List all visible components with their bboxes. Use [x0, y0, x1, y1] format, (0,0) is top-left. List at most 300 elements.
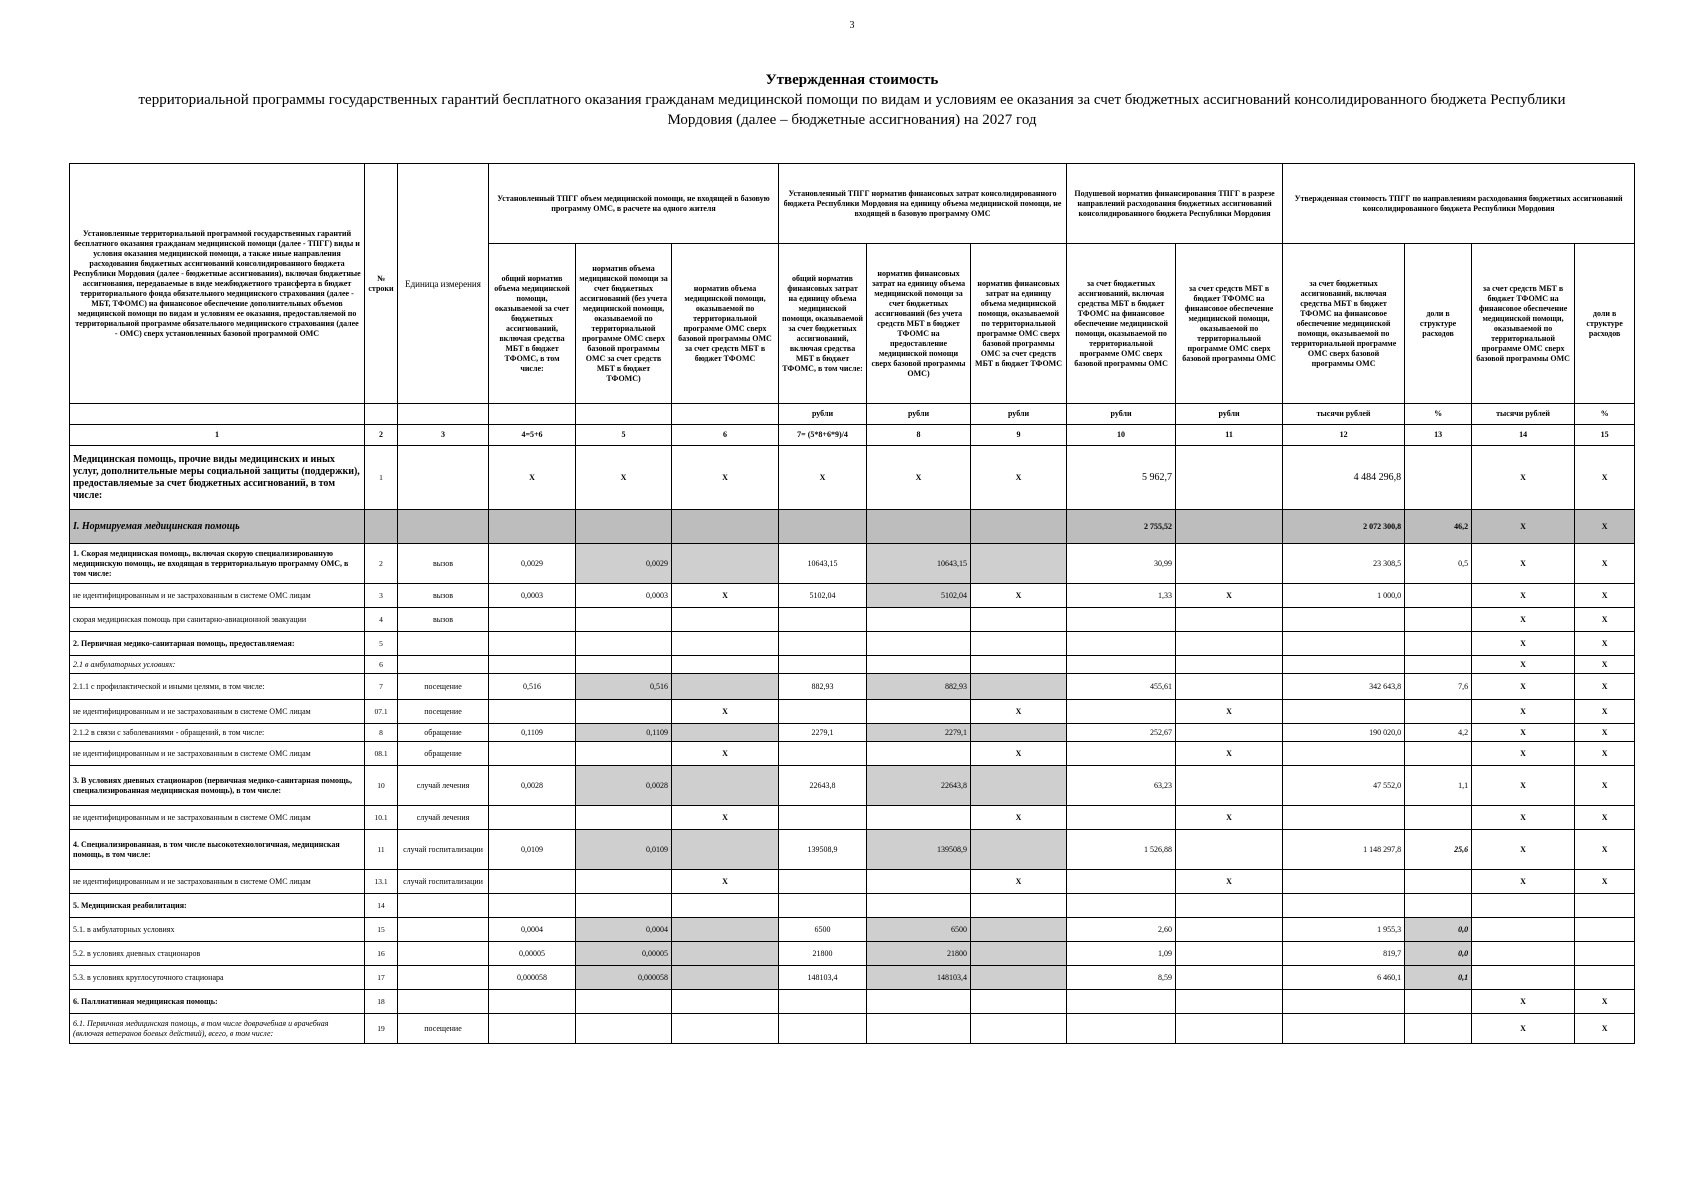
table-cell: 2,60 — [1067, 918, 1176, 942]
table-cell — [489, 742, 576, 766]
table-cell: 0,1109 — [489, 724, 576, 742]
table-cell: X — [1472, 510, 1575, 544]
header-col-10: за счет бюджетных ассигнований, включая средства МБТ в бюджет ТФОМС на финансовое обеспечение медицинской помощи, оказываемой по территориальной программе ОМС сверх базовой программы ОМС — [1067, 244, 1176, 404]
table-cell: X — [1575, 870, 1635, 894]
table-cell — [576, 894, 672, 918]
table-cell — [489, 656, 576, 674]
table-cell: 0,000058 — [489, 966, 576, 990]
table-cell — [672, 510, 779, 544]
table-cell — [1405, 608, 1472, 632]
table-row — [70, 942, 1635, 966]
table-cell — [576, 1014, 672, 1044]
table-cell: 6500 — [779, 918, 867, 942]
table-row — [70, 830, 1635, 870]
row-label: 5.1. в амбулаторных условиях — [70, 918, 365, 942]
table-cell: 882,93 — [779, 674, 867, 700]
table-cell: X — [1472, 724, 1575, 742]
table-cell: вызов — [398, 608, 489, 632]
table-cell — [398, 966, 489, 990]
table-row — [70, 766, 1635, 806]
table-row — [70, 674, 1635, 700]
table-cell: 16 — [365, 942, 398, 966]
table-cell: X — [1472, 632, 1575, 656]
table-cell — [1405, 870, 1472, 894]
table-cell — [489, 632, 576, 656]
table-cell — [1176, 446, 1283, 510]
table-cell — [1283, 742, 1405, 766]
table-cell — [779, 806, 867, 830]
table-cell: X — [1575, 544, 1635, 584]
table-cell: X — [971, 584, 1067, 608]
table-cell: 0,0029 — [576, 544, 672, 584]
table-row — [70, 446, 1635, 510]
header-group-norm: Установленный ТПГГ норматив финансовых затрат консолидированного бюджета Республики Мордовия на единицу объема медицинской помощи, не входящей в базовую программу ОМС — [779, 164, 1067, 244]
table-cell: 1 148 297,8 — [1283, 830, 1405, 870]
unit-cell-9: рубли — [971, 404, 1067, 425]
table-cell: X — [971, 700, 1067, 724]
unit-cell-10: рубли — [1067, 404, 1176, 425]
unit-cell-14: тысячи рублей — [1472, 404, 1575, 425]
unit-cell-15: % — [1575, 404, 1635, 425]
table-cell: 13.1 — [365, 870, 398, 894]
table-cell: X — [672, 806, 779, 830]
header-col-6: норматив объема медицинской помощи, оказываемой по территориальной программе ОМС сверх базовой программы ОМС за счет средств МБТ в бюджет ТФОМС — [672, 244, 779, 404]
table-cell — [576, 656, 672, 674]
table-cell: 252,67 — [1067, 724, 1176, 742]
header-col-1: Установленные территориальной программой государственных гарантий бесплатного оказания гражданам медицинской помощи (далее - ТПГГ) виды и условия оказания медицинской помощи, а также иные направления расходования бюджетных ассигнований консолидированного бюджета Республики Мордовия (далее - бюджетные ассигнования), включая бюджетные ассигнования, передаваемые в виде межбюджетного трансферта в бюджет территориального фонда обязательного медицинского страхования (далее - МБТ, ТФОМС) на финансовое обеспечение дополнительных объемов медицинской помощи по видам и условиям ее оказания, предоставляемой по территориальной программе обязательного медицинского страхования (далее - ОМС) сверх установленных базовой программой ОМС — [70, 164, 365, 404]
table-cell: 0,0004 — [576, 918, 672, 942]
table-cell — [971, 724, 1067, 742]
table-cell — [489, 870, 576, 894]
table-cell — [1283, 656, 1405, 674]
table-cell: 4 — [365, 608, 398, 632]
table-cell — [1067, 1014, 1176, 1044]
table-row — [70, 894, 1635, 918]
table-cell — [1472, 966, 1575, 990]
unit-cell-2 — [365, 404, 398, 425]
table-row — [70, 544, 1635, 584]
table-cell — [779, 870, 867, 894]
table-cell: 0,00005 — [489, 942, 576, 966]
table-row — [70, 870, 1635, 894]
table-cell — [672, 656, 779, 674]
table-cell: 07.1 — [365, 700, 398, 724]
table-cell: X — [672, 584, 779, 608]
table-row — [70, 510, 1635, 544]
table-cell — [1575, 942, 1635, 966]
table-cell — [1067, 608, 1176, 632]
table-cell: X — [779, 446, 867, 510]
page-title: Утвержденная стоимость — [765, 72, 939, 88]
column-numbers-row — [70, 425, 1635, 446]
table-cell: 2 — [365, 544, 398, 584]
table-cell — [971, 918, 1067, 942]
table-cell: X — [1575, 830, 1635, 870]
table-cell — [1283, 894, 1405, 918]
header-group-volume: Установленный ТПГГ объем медицинской помощи, не входящей в базовую программу ОМС, в расчете на одного жителя — [489, 164, 779, 244]
row-label: 1. Скорая медицинская помощь, включая скорую специализированную медицинскую помощь, не входящая в территориальную программу ОМС, в том числе: — [70, 544, 365, 584]
table-cell: посещение — [398, 700, 489, 724]
table-cell: X — [971, 742, 1067, 766]
table-cell: X — [672, 742, 779, 766]
table-cell — [1283, 632, 1405, 656]
table-row — [70, 1014, 1635, 1044]
table-cell: обращение — [398, 742, 489, 766]
table-cell: 5102,04 — [779, 584, 867, 608]
table-cell: 0,0 — [1405, 942, 1472, 966]
table-row — [70, 700, 1635, 724]
header-col-14: за счет средств МБТ в бюджет ТФОМС на финансовое обеспечение медицинской помощи, оказываемой по территориальной программе ОМС сверх базовой программы ОМС — [1472, 244, 1575, 404]
table-cell — [1176, 830, 1283, 870]
table-row — [70, 918, 1635, 942]
row-label: не идентифицированным и не застрахованным в системе ОМС лицам — [70, 700, 365, 724]
table-cell: X — [971, 446, 1067, 510]
table-cell: X — [1176, 584, 1283, 608]
table-cell — [971, 966, 1067, 990]
table-cell — [489, 1014, 576, 1044]
table-cell: X — [1176, 742, 1283, 766]
table-cell — [779, 632, 867, 656]
table-cell — [672, 894, 779, 918]
table-cell: 3 — [365, 584, 398, 608]
table-cell: 10643,15 — [867, 544, 971, 584]
table-cell: X — [1472, 608, 1575, 632]
table-cell — [867, 510, 971, 544]
table-cell — [1067, 806, 1176, 830]
table-cell — [867, 632, 971, 656]
header-col-2: № строки — [365, 164, 398, 404]
row-label: не идентифицированным и не застрахованным в системе ОМС лицам — [70, 742, 365, 766]
table-cell: 8,59 — [1067, 966, 1176, 990]
table-cell — [672, 724, 779, 742]
column-number-cell-15: 15 — [1575, 425, 1635, 446]
table-cell — [1067, 632, 1176, 656]
table-cell — [1067, 870, 1176, 894]
table-cell: 0,0029 — [489, 544, 576, 584]
table-cell: 0,5 — [1405, 544, 1472, 584]
table-cell: 148103,4 — [779, 966, 867, 990]
table-cell: X — [1472, 830, 1575, 870]
table-cell — [1575, 966, 1635, 990]
table-cell: 46,2 — [1405, 510, 1472, 544]
table-cell: 0,000058 — [576, 966, 672, 990]
table-cell — [576, 700, 672, 724]
table-cell: 17 — [365, 966, 398, 990]
column-number-cell-14: 14 — [1472, 425, 1575, 446]
column-number-cell-3: 3 — [398, 425, 489, 446]
table-cell — [489, 700, 576, 724]
table-cell — [779, 656, 867, 674]
table-cell — [971, 942, 1067, 966]
table-cell: 6500 — [867, 918, 971, 942]
table-cell — [1405, 990, 1472, 1014]
table-cell — [1176, 990, 1283, 1014]
table-cell — [1283, 870, 1405, 894]
table-cell — [971, 632, 1067, 656]
table-cell — [1067, 700, 1176, 724]
column-number-cell-9: 9 — [971, 425, 1067, 446]
column-number-cell-6: 6 — [672, 425, 779, 446]
table-cell: 19 — [365, 1014, 398, 1044]
table-cell — [398, 990, 489, 1014]
table-cell — [489, 510, 576, 544]
table-cell — [1405, 446, 1472, 510]
table-cell: 22643,8 — [867, 766, 971, 806]
table-cell — [398, 656, 489, 674]
table-cell — [1405, 742, 1472, 766]
table-cell: 1 000,0 — [1283, 584, 1405, 608]
table-cell: 0,1 — [1405, 966, 1472, 990]
header-col-7: общий норматив финансовых затрат на единицу объема медицинской помощи, оказываемой за счет бюджетных ассигнований, включая средства МБТ в бюджет ТФОМС, в том числе: — [779, 244, 867, 404]
table-row — [70, 608, 1635, 632]
table-cell — [867, 806, 971, 830]
table-cell — [1283, 700, 1405, 724]
table-cell — [672, 632, 779, 656]
row-label: 2.1 в амбулаторных условиях: — [70, 656, 365, 674]
table-cell: 22643,8 — [779, 766, 867, 806]
table-cell — [398, 632, 489, 656]
column-number-cell-2: 2 — [365, 425, 398, 446]
table-cell: X — [1472, 742, 1575, 766]
table-cell: 882,93 — [867, 674, 971, 700]
row-label: 5.2. в условиях дневных стационаров — [70, 942, 365, 966]
table-cell — [1176, 1014, 1283, 1044]
table-cell — [1405, 894, 1472, 918]
table-cell — [398, 446, 489, 510]
table-cell: случай госпитализации — [398, 870, 489, 894]
table-cell: X — [1575, 674, 1635, 700]
table-cell: X — [1472, 766, 1575, 806]
table-cell: X — [971, 806, 1067, 830]
table-row — [70, 990, 1635, 1014]
column-number-cell-8: 8 — [867, 425, 971, 446]
table-cell: 342 643,8 — [1283, 674, 1405, 700]
row-label: 2.1.1 с профилактической и иными целями, в том числе: — [70, 674, 365, 700]
table-cell: X — [1575, 608, 1635, 632]
table-cell: 11 — [365, 830, 398, 870]
table-cell: 18 — [365, 990, 398, 1014]
table-cell — [779, 990, 867, 1014]
table-cell — [779, 1014, 867, 1044]
table-cell — [1067, 894, 1176, 918]
table-row — [70, 806, 1635, 830]
table-cell — [779, 894, 867, 918]
table-cell: 0,0028 — [576, 766, 672, 806]
table-cell — [1067, 990, 1176, 1014]
table-cell: 5 962,7 — [1067, 446, 1176, 510]
column-number-cell-13: 13 — [1405, 425, 1472, 446]
table-cell — [1176, 510, 1283, 544]
table-cell: 25,6 — [1405, 830, 1472, 870]
table-cell — [971, 766, 1067, 806]
header-col-5: норматив объема медицинской помощи за счет бюджетных ассигнований (без учета медицинской помощи, оказываемой по территориальной программе ОМС сверх базовой программы ОМС за счет средств МБТ в бюджет ТФОМС) — [576, 244, 672, 404]
table-cell — [971, 894, 1067, 918]
table-cell — [971, 1014, 1067, 1044]
table-row — [70, 742, 1635, 766]
table-cell: X — [1575, 700, 1635, 724]
table-cell: X — [1472, 990, 1575, 1014]
column-number-cell-5: 5 — [576, 425, 672, 446]
row-label: 5.3. в условиях круглосуточного стационара — [70, 966, 365, 990]
table-cell — [672, 674, 779, 700]
table-cell — [971, 990, 1067, 1014]
header-group-cost: Утвержденная стоимость ТПГГ по направлениям расходования бюджетных ассигнований консолидированного бюджета Республики Мордовия — [1283, 164, 1635, 244]
table-cell: X — [1575, 656, 1635, 674]
table-cell: X — [672, 870, 779, 894]
table-cell — [672, 990, 779, 1014]
table-cell: 08.1 — [365, 742, 398, 766]
table-cell: X — [971, 870, 1067, 894]
unit-cell-7: рубли — [779, 404, 867, 425]
table-cell — [1176, 966, 1283, 990]
table-cell — [779, 742, 867, 766]
unit-cell-12: тысячи рублей — [1283, 404, 1405, 425]
table-cell — [867, 894, 971, 918]
table-cell: X — [1472, 584, 1575, 608]
table-cell: 1,33 — [1067, 584, 1176, 608]
table-cell — [672, 918, 779, 942]
table-cell — [1575, 918, 1635, 942]
header-col-4: общий норматив объема медицинской помощи, оказываемой за счет бюджетных ассигнований, включая средства МБТ в бюджет ТФОМС, в том числе: — [489, 244, 576, 404]
table-cell — [672, 942, 779, 966]
page-number: 3 — [849, 20, 855, 31]
table-cell: 5102,04 — [867, 584, 971, 608]
header-col-13: доли в структуре расходов — [1405, 244, 1472, 404]
table-cell: X — [1472, 544, 1575, 584]
table-cell: 0,516 — [576, 674, 672, 700]
table-cell: 6 460,1 — [1283, 966, 1405, 990]
table-cell — [971, 608, 1067, 632]
table-cell — [779, 700, 867, 724]
header-col-9: норматив финансовых затрат на единицу объема медицинской помощи, оказываемой по территориальной программе ОМС сверх базовой программы ОМС за счет средств МБТ в бюджет ТФОМС — [971, 244, 1067, 404]
table-cell: 0,0003 — [576, 584, 672, 608]
table-cell — [779, 510, 867, 544]
table-cell: X — [672, 700, 779, 724]
row-label: 2. Первичная медико-санитарная помощь, предоставляемая: — [70, 632, 365, 656]
table-cell — [1283, 990, 1405, 1014]
table-cell: X — [1472, 806, 1575, 830]
table-cell: X — [1472, 446, 1575, 510]
table-cell — [1176, 544, 1283, 584]
table-cell: 10 — [365, 766, 398, 806]
table-cell: 23 308,5 — [1283, 544, 1405, 584]
table-cell: 2279,1 — [779, 724, 867, 742]
table-cell: 10643,15 — [779, 544, 867, 584]
table-cell — [1176, 942, 1283, 966]
row-label: скорая медицинская помощь при санитарно-авиационной эвакуации — [70, 608, 365, 632]
table-cell: вызов — [398, 584, 489, 608]
table-cell — [576, 510, 672, 544]
table-cell — [672, 766, 779, 806]
table-cell — [971, 656, 1067, 674]
table-cell — [867, 742, 971, 766]
table-cell: X — [1575, 510, 1635, 544]
table-cell — [398, 894, 489, 918]
table-cell — [1176, 674, 1283, 700]
table-cell — [779, 608, 867, 632]
table-cell: X — [1472, 870, 1575, 894]
column-number-cell-7: 7= (5*8+6*9)/4 — [779, 425, 867, 446]
page-subtitle — [60, 90, 1644, 130]
table-cell — [672, 830, 779, 870]
row-label: 3. В условиях дневных стационаров (первичная медико-санитарная помощь, специализированная медицинская помощь), в том числе: — [70, 766, 365, 806]
table-cell: посещение — [398, 1014, 489, 1044]
table-cell — [971, 674, 1067, 700]
table-cell — [1067, 656, 1176, 674]
table-cell: 14 — [365, 894, 398, 918]
table-cell: X — [1575, 724, 1635, 742]
table-cell — [1283, 806, 1405, 830]
table-cell: X — [1575, 584, 1635, 608]
table-cell — [489, 894, 576, 918]
table-cell: 8 — [365, 724, 398, 742]
table-cell: 148103,4 — [867, 966, 971, 990]
subtitle-line-1: территориальной программы государственных гарантий бесплатного оказания гражданам медицинской помощи по видам и условиям ее оказания за счет бюджетных ассигнований консолидированного бюджета Республики — [138, 92, 1566, 108]
header-col-12: за счет бюджетных ассигнований, включая средства МБТ в бюджет ТФОМС на финансовое обеспечение медицинской помощи, оказываемой по территориальной программе ОМС сверх базовой программы ОМС — [1283, 244, 1405, 404]
table-cell: 0,0003 — [489, 584, 576, 608]
table-cell: случай госпитализации — [398, 830, 489, 870]
table-cell: 2279,1 — [867, 724, 971, 742]
table-cell: X — [1472, 700, 1575, 724]
row-label: I. Нормируемая медицинская помощь — [70, 510, 365, 544]
unit-cell-4 — [489, 404, 576, 425]
table-cell: 4,2 — [1405, 724, 1472, 742]
table-cell — [867, 1014, 971, 1044]
table-cell: 5 — [365, 632, 398, 656]
table-cell: 0,1109 — [576, 724, 672, 742]
table-cell: X — [867, 446, 971, 510]
table-cell — [1405, 806, 1472, 830]
table-cell: 139508,9 — [779, 830, 867, 870]
row-label: 5. Медицинская реабилитация: — [70, 894, 365, 918]
column-number-cell-10: 10 — [1067, 425, 1176, 446]
table-cell — [576, 608, 672, 632]
unit-cell-3 — [398, 404, 489, 425]
table-cell — [489, 806, 576, 830]
table-cell: обращение — [398, 724, 489, 742]
table-cell: 0,0109 — [576, 830, 672, 870]
table-cell: X — [1472, 1014, 1575, 1044]
table-cell — [971, 544, 1067, 584]
table-cell: 2 755,52 — [1067, 510, 1176, 544]
table-cell: 455,61 — [1067, 674, 1176, 700]
table-cell: X — [1575, 990, 1635, 1014]
row-label: не идентифицированным и не застрахованным в системе ОМС лицам — [70, 806, 365, 830]
table-cell: X — [672, 446, 779, 510]
table-row — [70, 724, 1635, 742]
table-cell: X — [1575, 446, 1635, 510]
table-row — [70, 632, 1635, 656]
header-col-3: Единица измерения — [398, 164, 489, 404]
table-cell — [576, 632, 672, 656]
table-cell — [867, 656, 971, 674]
table-cell — [1472, 942, 1575, 966]
table-cell — [576, 742, 672, 766]
table-cell: 47 552,0 — [1283, 766, 1405, 806]
unit-cell-13: % — [1405, 404, 1472, 425]
table-cell: X — [576, 446, 672, 510]
table-cell: X — [1472, 674, 1575, 700]
table-cell: 0,0109 — [489, 830, 576, 870]
table-cell: 21800 — [867, 942, 971, 966]
table-cell: 2 072 300,8 — [1283, 510, 1405, 544]
table-cell — [1472, 894, 1575, 918]
header-col-11: за счет средств МБТ в бюджет ТФОМС на финансовое обеспечение медицинской помощи, оказываемой по территориальной программе ОМС сверх базовой программы ОМС — [1176, 244, 1283, 404]
unit-cell-5 — [576, 404, 672, 425]
table-row — [70, 656, 1635, 674]
table-cell — [867, 700, 971, 724]
table-cell — [1405, 656, 1472, 674]
